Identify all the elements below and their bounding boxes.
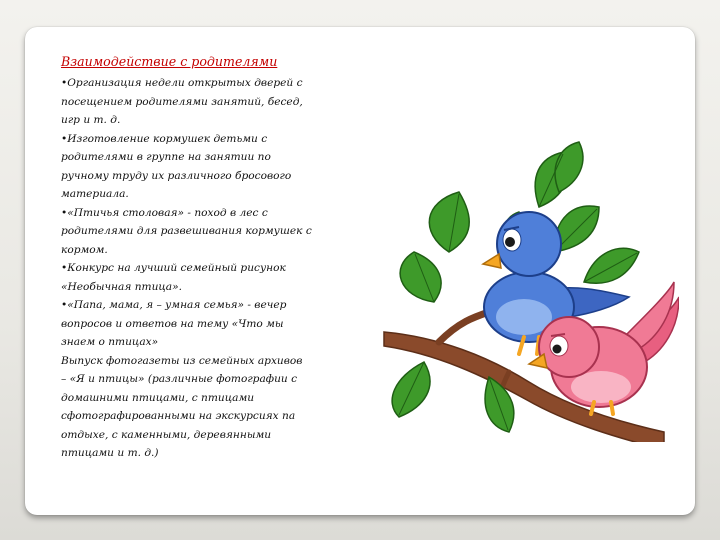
slide-card	[25, 27, 695, 515]
paragraph-feeders: •Изготовление кормушек детьми с родителями в группе на занятии по ручному труду их различного бросового материала.	[61, 132, 292, 200]
slide-text-block	[61, 51, 326, 463]
slide-title: Взаимодействие с родителями	[61, 54, 278, 69]
paragraph-open-doors-week: •Организация недели открытых дверей с посещением родителями занятий, бесед, игр и т. д.	[61, 77, 303, 126]
paragraph-drawing-contest: •Конкурс на лучший семейный рисунок «Необычная птица».	[61, 262, 286, 293]
two-birds-on-branch-illustration	[379, 132, 679, 442]
paragraph-bird-canteen: •«Птичья столовая» - поход в лес с родителями для развешивания кормушек с кормом.	[61, 206, 312, 256]
paragraph-smart-family: •«Папа, мама, я – умная семья» - вечер вопросов и ответов на тему «Что мы знаем о птицах»	[61, 299, 287, 348]
paragraph-photo-newspaper: Выпуск фотогазеты из семейных архивов – «Я и птицы» (различные фотографии с домашними птицами, с птицами сфотографированными на экскурсиях па отдыхе, с каменными, деревянными птицами и т. д.)	[61, 354, 303, 459]
